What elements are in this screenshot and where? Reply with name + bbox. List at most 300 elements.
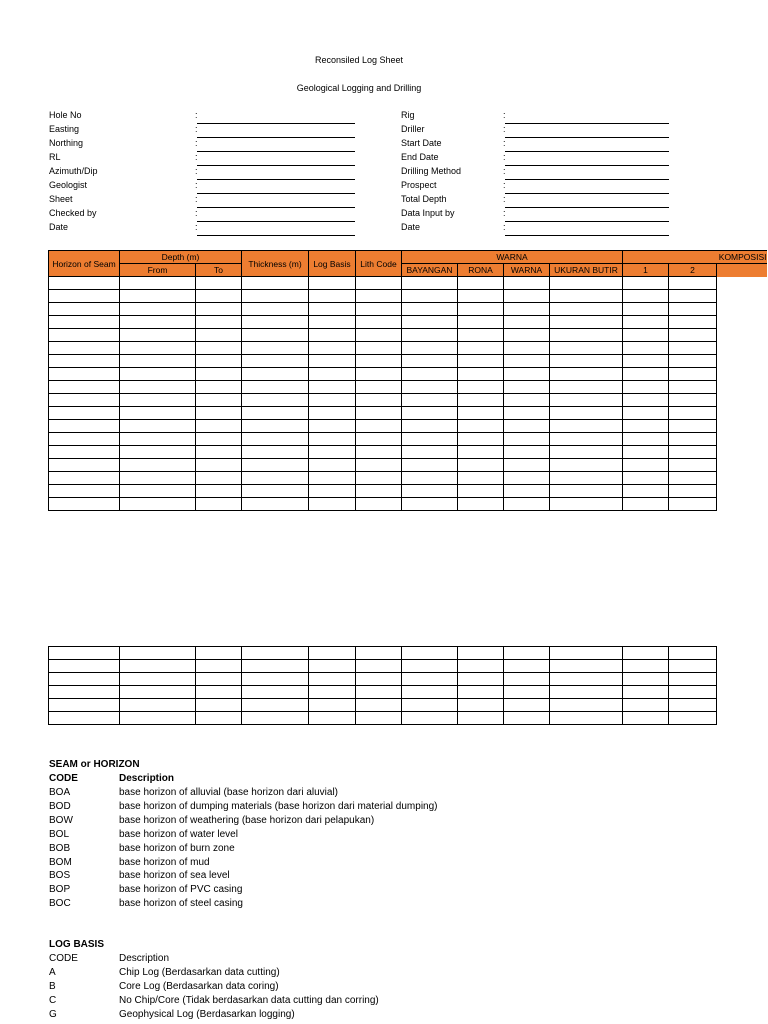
table-cell[interactable] — [242, 459, 309, 472]
table-cell[interactable] — [196, 660, 242, 673]
table-cell[interactable] — [458, 446, 504, 459]
table-cell[interactable] — [309, 433, 356, 446]
table-cell[interactable] — [309, 712, 356, 725]
table-cell[interactable] — [623, 459, 669, 472]
right-field-input-line[interactable] — [505, 235, 669, 236]
table-cell[interactable] — [356, 394, 402, 407]
table-cell[interactable] — [402, 699, 458, 712]
table-cell[interactable] — [356, 485, 402, 498]
table-cell[interactable] — [669, 290, 717, 303]
table-cell[interactable] — [623, 420, 669, 433]
table-cell[interactable] — [623, 381, 669, 394]
table-cell[interactable] — [669, 303, 717, 316]
table-cell[interactable] — [356, 342, 402, 355]
table-cell[interactable] — [669, 472, 717, 485]
table-cell[interactable] — [550, 660, 623, 673]
table-cell[interactable] — [458, 420, 504, 433]
table-cell[interactable] — [458, 686, 504, 699]
table-cell[interactable] — [196, 342, 242, 355]
table-cell[interactable] — [120, 472, 196, 485]
table-cell[interactable] — [504, 394, 550, 407]
table-cell[interactable] — [356, 472, 402, 485]
table-cell[interactable] — [196, 303, 242, 316]
table-cell[interactable] — [49, 459, 120, 472]
table-cell[interactable] — [402, 290, 458, 303]
table-cell[interactable] — [196, 407, 242, 420]
table-cell[interactable] — [309, 498, 356, 511]
table-cell[interactable] — [458, 394, 504, 407]
table-cell[interactable] — [242, 485, 309, 498]
table-cell[interactable] — [458, 485, 504, 498]
table-cell[interactable] — [402, 355, 458, 368]
table-cell[interactable] — [550, 381, 623, 394]
table-cell[interactable] — [196, 686, 242, 699]
table-cell[interactable] — [623, 498, 669, 511]
table-cell[interactable] — [242, 420, 309, 433]
table-cell[interactable] — [49, 712, 120, 725]
table-cell[interactable] — [402, 459, 458, 472]
table-cell[interactable] — [402, 329, 458, 342]
table-cell[interactable] — [402, 381, 458, 394]
table-cell[interactable] — [120, 498, 196, 511]
table-cell[interactable] — [309, 420, 356, 433]
table-cell[interactable] — [504, 699, 550, 712]
table-cell[interactable] — [356, 381, 402, 394]
table-cell[interactable] — [242, 699, 309, 712]
table-cell[interactable] — [242, 498, 309, 511]
table-cell[interactable] — [242, 446, 309, 459]
table-cell[interactable] — [402, 316, 458, 329]
table-cell[interactable] — [49, 660, 120, 673]
right-field-input-line[interactable] — [505, 123, 669, 124]
table-cell[interactable] — [120, 712, 196, 725]
table-cell[interactable] — [196, 472, 242, 485]
table-cell[interactable] — [402, 673, 458, 686]
table-cell[interactable] — [669, 368, 717, 381]
table-cell[interactable] — [458, 433, 504, 446]
table-cell[interactable] — [504, 660, 550, 673]
table-cell[interactable] — [669, 316, 717, 329]
table-cell[interactable] — [242, 433, 309, 446]
table-cell[interactable] — [458, 660, 504, 673]
table-cell[interactable] — [669, 381, 717, 394]
table-cell[interactable] — [458, 699, 504, 712]
table-cell[interactable] — [120, 394, 196, 407]
table-cell[interactable] — [550, 686, 623, 699]
table-cell[interactable] — [669, 355, 717, 368]
left-field-input-line[interactable] — [197, 235, 355, 236]
table-cell[interactable] — [49, 277, 120, 290]
table-cell[interactable] — [120, 290, 196, 303]
right-field-input-line[interactable] — [505, 137, 669, 138]
table-cell[interactable] — [309, 277, 356, 290]
table-cell[interactable] — [196, 712, 242, 725]
table-cell[interactable] — [669, 420, 717, 433]
table-cell[interactable] — [49, 407, 120, 420]
table-cell[interactable] — [550, 394, 623, 407]
table-cell[interactable] — [623, 303, 669, 316]
table-cell[interactable] — [196, 673, 242, 686]
table-cell[interactable] — [669, 647, 717, 660]
table-cell[interactable] — [242, 368, 309, 381]
table-cell[interactable] — [550, 329, 623, 342]
table-cell[interactable] — [402, 498, 458, 511]
table-cell[interactable] — [458, 303, 504, 316]
table-cell[interactable] — [402, 472, 458, 485]
table-cell[interactable] — [504, 407, 550, 420]
table-cell[interactable] — [402, 660, 458, 673]
table-cell[interactable] — [120, 647, 196, 660]
table-cell[interactable] — [458, 368, 504, 381]
table-cell[interactable] — [49, 316, 120, 329]
table-cell[interactable] — [504, 420, 550, 433]
table-cell[interactable] — [120, 673, 196, 686]
table-cell[interactable] — [309, 342, 356, 355]
table-cell[interactable] — [242, 355, 309, 368]
table-cell[interactable] — [669, 329, 717, 342]
table-cell[interactable] — [550, 277, 623, 290]
table-cell[interactable] — [356, 712, 402, 725]
table-cell[interactable] — [120, 303, 196, 316]
left-field-input-line[interactable] — [197, 193, 355, 194]
table-cell[interactable] — [120, 485, 196, 498]
table-cell[interactable] — [120, 329, 196, 342]
table-cell[interactable] — [623, 355, 669, 368]
table-cell[interactable] — [49, 368, 120, 381]
table-cell[interactable] — [196, 316, 242, 329]
table-cell[interactable] — [550, 290, 623, 303]
table-cell[interactable] — [504, 290, 550, 303]
table-cell[interactable] — [120, 368, 196, 381]
table-cell[interactable] — [550, 420, 623, 433]
table-cell[interactable] — [550, 472, 623, 485]
table-cell[interactable] — [623, 673, 669, 686]
table-cell[interactable] — [309, 290, 356, 303]
table-cell[interactable] — [623, 277, 669, 290]
table-cell[interactable] — [623, 485, 669, 498]
table-cell[interactable] — [550, 446, 623, 459]
table-cell[interactable] — [120, 355, 196, 368]
left-field-input-line[interactable] — [197, 179, 355, 180]
table-cell[interactable] — [196, 647, 242, 660]
table-cell[interactable] — [504, 277, 550, 290]
right-field-input-line[interactable] — [505, 165, 669, 166]
table-cell[interactable] — [356, 316, 402, 329]
table-cell[interactable] — [669, 407, 717, 420]
table-cell[interactable] — [49, 290, 120, 303]
table-cell[interactable] — [550, 368, 623, 381]
table-cell[interactable] — [356, 686, 402, 699]
table-cell[interactable] — [550, 355, 623, 368]
table-cell[interactable] — [242, 472, 309, 485]
table-cell[interactable] — [242, 342, 309, 355]
table-cell[interactable] — [309, 699, 356, 712]
table-cell[interactable] — [669, 686, 717, 699]
table-cell[interactable] — [550, 712, 623, 725]
table-cell[interactable] — [120, 459, 196, 472]
table-cell[interactable] — [49, 686, 120, 699]
table-cell[interactable] — [242, 381, 309, 394]
table-cell[interactable] — [458, 498, 504, 511]
table-cell[interactable] — [504, 433, 550, 446]
table-cell[interactable] — [120, 407, 196, 420]
right-field-input-line[interactable] — [505, 221, 669, 222]
table-cell[interactable] — [402, 420, 458, 433]
table-cell[interactable] — [550, 485, 623, 498]
table-cell[interactable] — [550, 459, 623, 472]
table-cell[interactable] — [356, 673, 402, 686]
table-cell[interactable] — [242, 673, 309, 686]
table-cell[interactable] — [196, 420, 242, 433]
table-cell[interactable] — [309, 316, 356, 329]
table-cell[interactable] — [669, 498, 717, 511]
table-cell[interactable] — [458, 673, 504, 686]
table-cell[interactable] — [49, 647, 120, 660]
table-cell[interactable] — [550, 498, 623, 511]
right-field-input-line[interactable] — [505, 151, 669, 152]
table-cell[interactable] — [504, 686, 550, 699]
table-cell[interactable] — [402, 368, 458, 381]
table-cell[interactable] — [196, 381, 242, 394]
table-cell[interactable] — [550, 303, 623, 316]
table-cell[interactable] — [196, 394, 242, 407]
table-cell[interactable] — [356, 459, 402, 472]
table-cell[interactable] — [49, 355, 120, 368]
table-cell[interactable] — [458, 342, 504, 355]
table-cell[interactable] — [504, 329, 550, 342]
table-cell[interactable] — [669, 342, 717, 355]
table-cell[interactable] — [120, 342, 196, 355]
table-cell[interactable] — [402, 433, 458, 446]
table-cell[interactable] — [504, 446, 550, 459]
table-cell[interactable] — [356, 647, 402, 660]
table-cell[interactable] — [120, 699, 196, 712]
table-cell[interactable] — [309, 381, 356, 394]
table-cell[interactable] — [458, 647, 504, 660]
table-cell[interactable] — [458, 329, 504, 342]
table-cell[interactable] — [669, 394, 717, 407]
table-cell[interactable] — [356, 368, 402, 381]
table-cell[interactable] — [458, 407, 504, 420]
table-cell[interactable] — [623, 647, 669, 660]
table-cell[interactable] — [623, 686, 669, 699]
table-cell[interactable] — [309, 329, 356, 342]
table-cell[interactable] — [669, 277, 717, 290]
table-cell[interactable] — [120, 420, 196, 433]
table-cell[interactable] — [623, 329, 669, 342]
table-cell[interactable] — [504, 712, 550, 725]
table-cell[interactable] — [49, 485, 120, 498]
table-cell[interactable] — [49, 699, 120, 712]
table-cell[interactable] — [458, 712, 504, 725]
table-cell[interactable] — [623, 433, 669, 446]
table-cell[interactable] — [309, 485, 356, 498]
table-cell[interactable] — [242, 316, 309, 329]
table-cell[interactable] — [242, 329, 309, 342]
table-cell[interactable] — [504, 472, 550, 485]
table-cell[interactable] — [49, 329, 120, 342]
table-cell[interactable] — [309, 459, 356, 472]
table-cell[interactable] — [242, 647, 309, 660]
table-cell[interactable] — [623, 407, 669, 420]
table-cell[interactable] — [402, 407, 458, 420]
left-field-input-line[interactable] — [197, 165, 355, 166]
table-cell[interactable] — [196, 290, 242, 303]
table-cell[interactable] — [242, 686, 309, 699]
table-cell[interactable] — [309, 647, 356, 660]
table-cell[interactable] — [623, 446, 669, 459]
table-cell[interactable] — [623, 660, 669, 673]
table-cell[interactable] — [196, 329, 242, 342]
table-cell[interactable] — [356, 290, 402, 303]
table-cell[interactable] — [356, 699, 402, 712]
table-cell[interactable] — [309, 472, 356, 485]
table-cell[interactable] — [49, 303, 120, 316]
table-cell[interactable] — [49, 472, 120, 485]
table-cell[interactable] — [356, 498, 402, 511]
table-cell[interactable] — [356, 355, 402, 368]
table-cell[interactable] — [504, 381, 550, 394]
table-cell[interactable] — [120, 660, 196, 673]
table-cell[interactable] — [356, 446, 402, 459]
table-cell[interactable] — [623, 699, 669, 712]
table-cell[interactable] — [458, 459, 504, 472]
table-cell[interactable] — [623, 368, 669, 381]
table-cell[interactable] — [309, 303, 356, 316]
left-field-input-line[interactable] — [197, 207, 355, 208]
table-cell[interactable] — [402, 342, 458, 355]
table-cell[interactable] — [196, 277, 242, 290]
table-cell[interactable] — [623, 342, 669, 355]
left-field-input-line[interactable] — [197, 123, 355, 124]
table-cell[interactable] — [458, 290, 504, 303]
table-cell[interactable] — [504, 498, 550, 511]
table-cell[interactable] — [120, 433, 196, 446]
table-cell[interactable] — [402, 303, 458, 316]
table-cell[interactable] — [309, 394, 356, 407]
table-cell[interactable] — [669, 433, 717, 446]
table-cell[interactable] — [196, 485, 242, 498]
right-field-input-line[interactable] — [505, 179, 669, 180]
table-cell[interactable] — [504, 316, 550, 329]
table-cell[interactable] — [402, 712, 458, 725]
table-cell[interactable] — [550, 342, 623, 355]
table-cell[interactable] — [242, 660, 309, 673]
table-cell[interactable] — [669, 712, 717, 725]
table-cell[interactable] — [669, 459, 717, 472]
table-cell[interactable] — [402, 686, 458, 699]
table-cell[interactable] — [504, 368, 550, 381]
table-cell[interactable] — [309, 407, 356, 420]
table-cell[interactable] — [356, 303, 402, 316]
table-cell[interactable] — [504, 342, 550, 355]
table-cell[interactable] — [309, 660, 356, 673]
table-cell[interactable] — [196, 368, 242, 381]
table-cell[interactable] — [669, 446, 717, 459]
table-cell[interactable] — [550, 316, 623, 329]
table-cell[interactable] — [623, 394, 669, 407]
table-cell[interactable] — [242, 407, 309, 420]
table-cell[interactable] — [550, 647, 623, 660]
table-cell[interactable] — [623, 472, 669, 485]
table-cell[interactable] — [356, 420, 402, 433]
table-cell[interactable] — [669, 699, 717, 712]
table-cell[interactable] — [49, 420, 120, 433]
table-cell[interactable] — [623, 712, 669, 725]
left-field-input-line[interactable] — [197, 137, 355, 138]
table-cell[interactable] — [550, 699, 623, 712]
table-cell[interactable] — [458, 381, 504, 394]
table-cell[interactable] — [623, 290, 669, 303]
left-field-input-line[interactable] — [197, 151, 355, 152]
table-cell[interactable] — [49, 433, 120, 446]
table-cell[interactable] — [49, 673, 120, 686]
table-cell[interactable] — [242, 290, 309, 303]
table-cell[interactable] — [356, 329, 402, 342]
table-cell[interactable] — [458, 316, 504, 329]
table-cell[interactable] — [309, 446, 356, 459]
table-cell[interactable] — [196, 433, 242, 446]
table-cell[interactable] — [669, 673, 717, 686]
table-cell[interactable] — [550, 407, 623, 420]
table-cell[interactable] — [120, 277, 196, 290]
table-cell[interactable] — [309, 686, 356, 699]
table-cell[interactable] — [196, 498, 242, 511]
table-cell[interactable] — [120, 316, 196, 329]
table-cell[interactable] — [196, 699, 242, 712]
table-cell[interactable] — [49, 498, 120, 511]
table-cell[interactable] — [120, 381, 196, 394]
right-field-input-line[interactable] — [505, 193, 669, 194]
table-cell[interactable] — [504, 485, 550, 498]
table-cell[interactable] — [242, 394, 309, 407]
table-cell[interactable] — [356, 277, 402, 290]
table-cell[interactable] — [49, 381, 120, 394]
table-cell[interactable] — [623, 316, 669, 329]
table-cell[interactable] — [49, 446, 120, 459]
table-cell[interactable] — [402, 394, 458, 407]
table-cell[interactable] — [669, 485, 717, 498]
table-cell[interactable] — [196, 446, 242, 459]
table-cell[interactable] — [504, 673, 550, 686]
table-cell[interactable] — [120, 446, 196, 459]
table-cell[interactable] — [242, 277, 309, 290]
table-cell[interactable] — [309, 355, 356, 368]
table-cell[interactable] — [356, 407, 402, 420]
table-cell[interactable] — [550, 433, 623, 446]
left-field-input-line[interactable] — [197, 221, 355, 222]
table-cell[interactable] — [458, 472, 504, 485]
table-cell[interactable] — [504, 355, 550, 368]
table-cell[interactable] — [356, 433, 402, 446]
table-cell[interactable] — [402, 647, 458, 660]
table-cell[interactable] — [402, 277, 458, 290]
table-cell[interactable] — [242, 712, 309, 725]
right-field-input-line[interactable] — [505, 207, 669, 208]
table-cell[interactable] — [402, 446, 458, 459]
table-cell[interactable] — [309, 673, 356, 686]
table-cell[interactable] — [309, 368, 356, 381]
table-cell[interactable] — [49, 342, 120, 355]
table-cell[interactable] — [49, 394, 120, 407]
table-cell[interactable] — [550, 673, 623, 686]
table-cell[interactable] — [242, 303, 309, 316]
table-cell[interactable] — [196, 459, 242, 472]
table-cell[interactable] — [120, 686, 196, 699]
table-cell[interactable] — [504, 303, 550, 316]
table-cell[interactable] — [504, 647, 550, 660]
table-cell[interactable] — [669, 660, 717, 673]
